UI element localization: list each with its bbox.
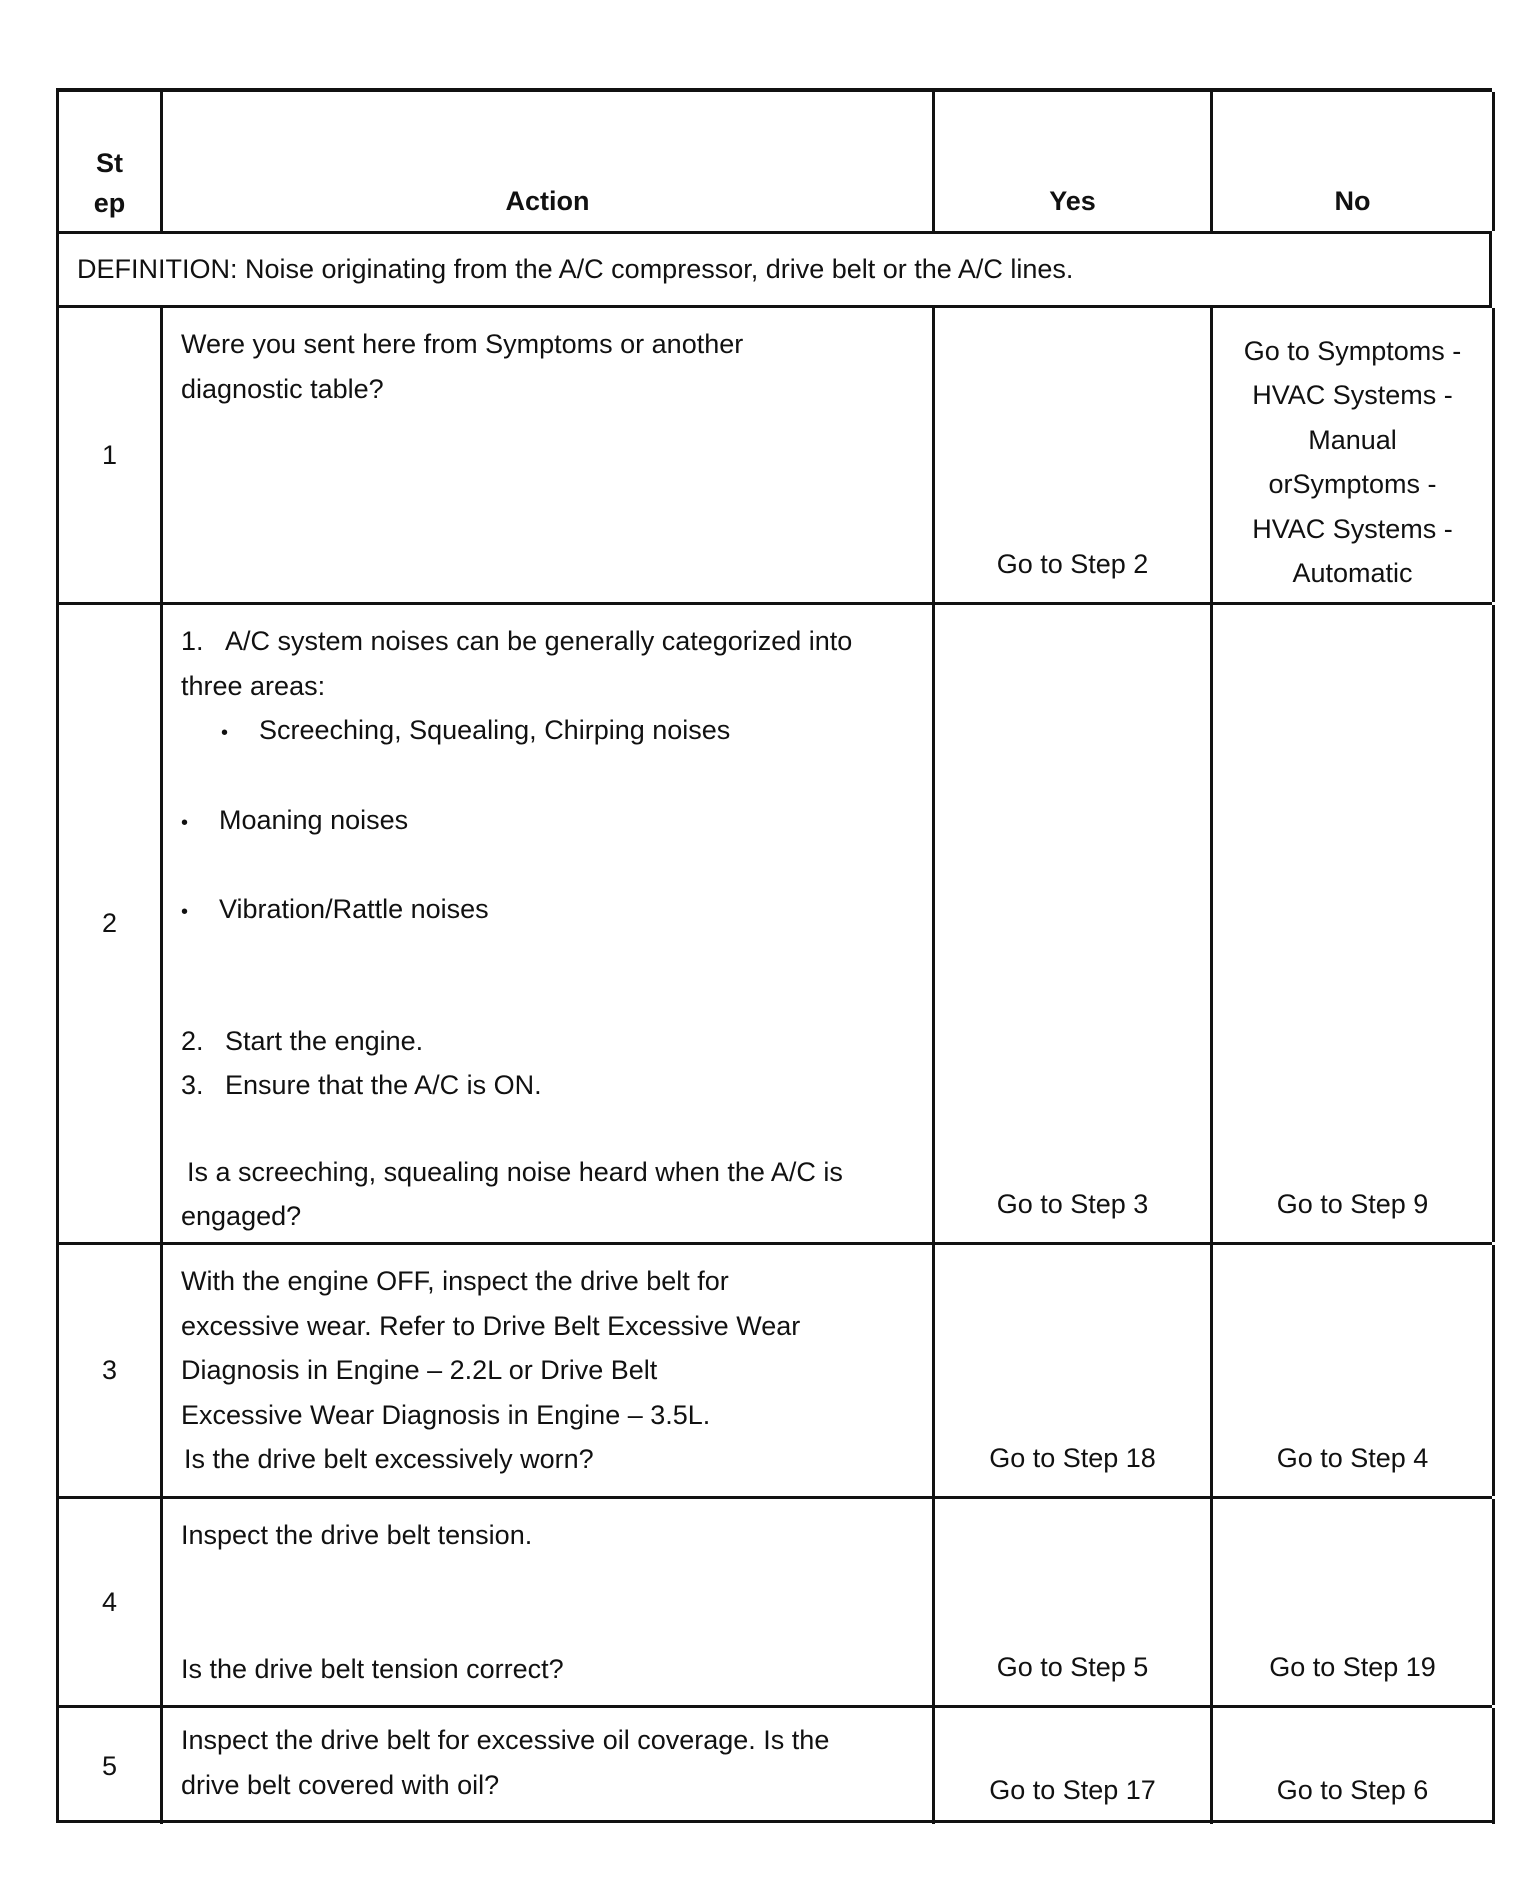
yes-link: Go to Step 18 (989, 1442, 1156, 1473)
item-text: A/C system noises can be generally categorized into (225, 626, 853, 656)
action-cell (163, 1499, 935, 1705)
header-step-line2: ep (93, 188, 126, 218)
question-line: engaged? (181, 1201, 302, 1231)
question-line: Is a screeching, squealing noise heard when the A/C is (187, 1156, 843, 1187)
yes-link: Go to Step 2 (996, 548, 1149, 579)
yes-link: Go to Step 5 (996, 1651, 1149, 1682)
numbered-item (181, 1063, 914, 1108)
action-cell (163, 1245, 935, 1496)
no-line: Automatic (1292, 558, 1413, 588)
action-line: Were you sent here from Symptoms or another (181, 329, 744, 359)
no-link: Go to Step 9 (1276, 1188, 1429, 1219)
action-cell (163, 1708, 935, 1824)
bullet-text: Screeching, Squealing, Chirping noises (259, 715, 731, 745)
item-text-continued: three areas: (181, 670, 326, 701)
bullet-item (181, 887, 914, 935)
question-line: Is the drive belt tension correct? (181, 1653, 564, 1684)
no-cell (1213, 308, 1495, 602)
action-line: Is the drive belt excessively worn? (184, 1444, 594, 1474)
yes-link: Go to Step 17 (989, 1774, 1156, 1805)
numbered-item (181, 1019, 914, 1064)
no-cell (1213, 1708, 1495, 1824)
action-line: With the engine OFF, inspect the drive belt for (181, 1266, 729, 1296)
item-number: 3. (181, 1070, 204, 1100)
step-number: 5 (59, 1708, 163, 1824)
header-no: No (1213, 92, 1495, 231)
yes-link: Go to Step 3 (996, 1188, 1149, 1219)
bullet-item (181, 708, 914, 756)
no-link: Go to Step 4 (1276, 1442, 1429, 1473)
yes-cell (935, 1499, 1213, 1705)
action-line: Diagnosis in Engine – 2.2L or Drive Belt (181, 1355, 658, 1385)
yes-cell (935, 1708, 1213, 1824)
numbered-item (181, 619, 914, 664)
yes-cell (935, 308, 1213, 602)
bullet-icon: • (181, 811, 189, 834)
header-yes: Yes (935, 92, 1213, 231)
item-text: Start the engine. (225, 1025, 424, 1056)
action-line: Inspect the drive belt tension. (181, 1520, 533, 1550)
table-header-row (59, 92, 1492, 234)
diagnostic-table (56, 88, 1492, 1823)
item-number: 2. (181, 1025, 204, 1056)
header-action: Action (163, 92, 935, 231)
bullet-text: Vibration/Rattle noises (219, 894, 489, 924)
header-step-line1: St (96, 148, 123, 178)
step-number: 4 (59, 1499, 163, 1705)
no-cell (1213, 1245, 1495, 1496)
bullet-text: Moaning noises (219, 804, 409, 835)
no-line: Manual (1308, 424, 1397, 455)
action-cell (163, 605, 935, 1242)
bullet-icon: • (181, 901, 189, 923)
no-link: Go to Step 6 (1276, 1774, 1429, 1805)
no-line: Go to Symptoms - (1243, 335, 1462, 366)
bullet-icon: • (221, 722, 229, 744)
no-cell (1213, 1499, 1495, 1705)
action-line: Excessive Wear Diagnosis in Engine – 3.5L. (181, 1399, 711, 1430)
header-step (59, 92, 163, 231)
action-line: diagnostic table? (181, 373, 384, 404)
step-number: 3 (59, 1245, 163, 1496)
action-line: Inspect the drive belt for excessive oil coverage. Is the (181, 1725, 830, 1755)
no-line: HVAC Systems - (1252, 380, 1453, 410)
table-row (59, 1245, 1492, 1499)
step-number: 2 (59, 605, 163, 1242)
no-line: HVAC Systems - (1252, 513, 1453, 544)
definition-row: DEFINITION: Noise originating from the A/C compressor, drive belt or the A/C lines. (59, 234, 1492, 308)
table-row (59, 1499, 1492, 1708)
yes-cell (935, 605, 1213, 1242)
item-number: 1. (181, 626, 204, 656)
table-row (59, 605, 1492, 1245)
table-row (59, 1708, 1492, 1824)
no-line: orSymptoms - (1268, 469, 1437, 499)
action-cell (163, 308, 935, 602)
bullet-item (181, 798, 914, 846)
step-number: 1 (59, 308, 163, 602)
yes-cell (935, 1245, 1213, 1496)
item-text: Ensure that the A/C is ON. (225, 1070, 542, 1100)
no-link: Go to Step 19 (1269, 1651, 1436, 1682)
action-line: excessive wear. Refer to Drive Belt Excessive Wear (181, 1310, 801, 1341)
action-line: drive belt covered with oil? (181, 1769, 500, 1800)
table-row (59, 308, 1492, 605)
no-cell (1213, 605, 1495, 1242)
